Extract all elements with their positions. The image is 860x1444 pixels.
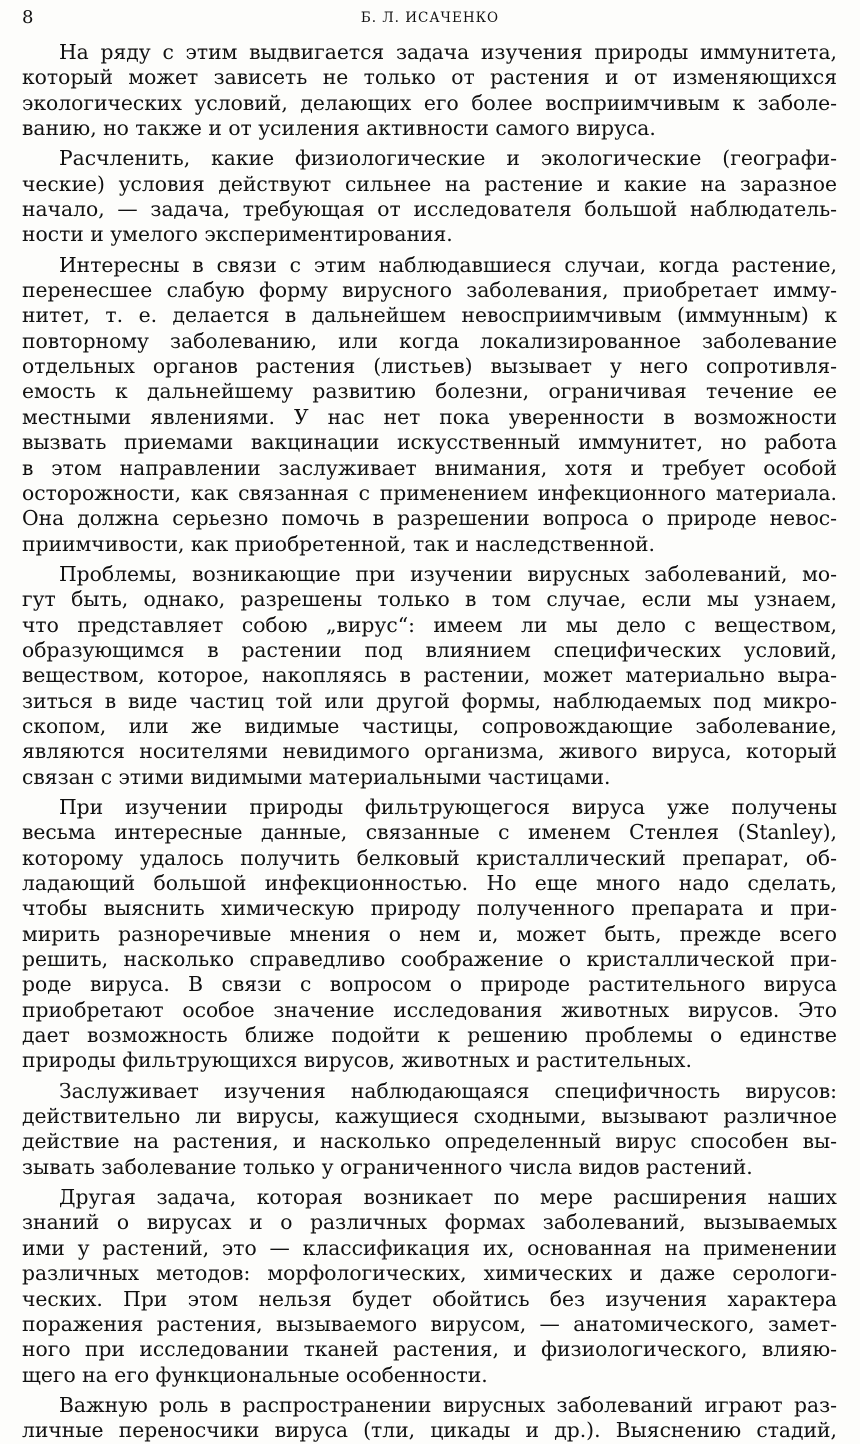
running-head: Б. Л. ИСАЧЕНКО bbox=[360, 10, 500, 26]
text-line: личные переносчики вируса (тли, цикады и др.). Выяснению стадий, bbox=[22, 1418, 837, 1443]
text-line: начало, — задача, требующая от исследователя большой наблюдатель- bbox=[22, 197, 837, 222]
text-line: что представляет собою „вирус“: имеем ли мы дело с веществом, bbox=[22, 612, 837, 637]
text-line: образующимся в растении под влиянием специфических условий, bbox=[22, 637, 837, 662]
text-line: природы фильтрующихся вирусов, животных и растительных. bbox=[22, 1048, 692, 1073]
text-line: При изучении природы фильтрующегося вируса уже получены bbox=[59, 794, 837, 819]
text-line: приимчивости, как приобретенной, так и наследственной. bbox=[22, 531, 655, 556]
text-line: поражения растения, вызываемого вирусом, — анатомического, замет- bbox=[22, 1311, 837, 1336]
text-line: ими у растений, это — классификация их, основанная на применении bbox=[22, 1235, 837, 1260]
text-line: Важную роль в распространении вирусных заболеваний играют раз- bbox=[59, 1392, 837, 1417]
text-line: ности и умелого экспериментирования. bbox=[22, 222, 453, 247]
page-number: 8 bbox=[22, 7, 34, 28]
text-line: который может зависеть не только от растения и от изменяющихся bbox=[22, 65, 837, 90]
page-header bbox=[22, 6, 838, 30]
paragraph bbox=[22, 1393, 837, 1444]
text-line: действительно ли вирусы, кажущиеся сходными, вызывают различное bbox=[22, 1104, 837, 1129]
text-line: Заслуживает изучения наблюдающаяся специфичность вирусов: bbox=[59, 1078, 837, 1103]
text-line: зывать заболевание только у ограниченного числа видов растений. bbox=[22, 1154, 753, 1179]
text-line: ного при исследовании тканей растения, и физиологического, влияю- bbox=[22, 1337, 837, 1362]
text-line: приобретают особое значение исследования животных вирусов. Это bbox=[22, 997, 837, 1022]
text-line: которому удалось получить белковый кристаллический препарат, об- bbox=[22, 845, 837, 870]
text-line: скопом, или же видимые частицы, сопровождающие заболевание, bbox=[22, 713, 837, 738]
body-text bbox=[22, 40, 837, 1444]
paragraph bbox=[22, 40, 837, 141]
text-line: зиться в виде частиц той или другой формы, наблюдаемых под микро- bbox=[22, 688, 837, 713]
paragraph bbox=[22, 795, 837, 1074]
paragraph bbox=[22, 146, 837, 247]
text-line: веществом, которое, накопляясь в растении, может материально выра- bbox=[22, 663, 837, 688]
text-line: в этом направлении заслуживает внимания, хотя и требует особой bbox=[22, 455, 837, 480]
text-line: отдельных органов растения (листьев) вызывает у него сопротивля- bbox=[22, 354, 837, 379]
text-line: повторному заболеванию, или когда локализированное заболевание bbox=[22, 328, 837, 353]
paragraph bbox=[22, 1185, 837, 1388]
text-line: связан с этими видимыми материальными частицами. bbox=[22, 764, 611, 789]
text-line: различных методов: морфологических, химических и даже серологи- bbox=[22, 1261, 837, 1286]
text-line: ческие) условия действуют сильнее на растение и какие на заразное bbox=[22, 171, 837, 196]
text-line: являются носителями невидимого организма, живого вируса, который bbox=[22, 739, 837, 764]
text-line: щего на его функциональные особенности. bbox=[22, 1362, 488, 1387]
text-line: роде вируса. В связи с вопросом о природе растительного вируса bbox=[22, 972, 837, 997]
text-line: Другая задача, которая возникает по мере расширения наших bbox=[59, 1185, 837, 1210]
text-line: ческих. При этом нельзя будет обойтись без изучения характера bbox=[22, 1286, 837, 1311]
text-line: перенесшее слабую форму вирусного заболевания, приобретает имму- bbox=[22, 278, 837, 303]
text-line: весьма интересные данные, связанные с именем Стенлея (Stanley), bbox=[22, 820, 837, 845]
text-line: Расчленить, какие физиологические и экологические (географи- bbox=[59, 146, 837, 171]
paragraph bbox=[22, 562, 837, 790]
text-line: вызвать приемами вакцинации искусственный иммунитет, но работа bbox=[22, 430, 837, 455]
text-line: На ряду с этим выдвигается задача изучения природы иммунитета, bbox=[59, 40, 837, 64]
text-line: нитет, т. е. делается в дальнейшем невосприимчивым (иммунным) к bbox=[22, 303, 837, 328]
text-line: чтобы выяснить химическую природу полученного препарата и при- bbox=[22, 896, 837, 921]
text-line: емость к дальнейшему развитию болезни, ограничивая течение ее bbox=[22, 379, 837, 404]
text-line: действие на растения, и насколько определенный вирус способен вы- bbox=[22, 1129, 837, 1154]
paragraph bbox=[22, 1079, 837, 1180]
paragraph bbox=[22, 253, 837, 557]
text-line: осторожности, как связанная с применением инфекционного материала. bbox=[22, 480, 837, 505]
text-line: мирить разноречивые мнения о нем и, может быть, прежде всего bbox=[22, 921, 837, 946]
text-line: Интересны в связи с этим наблюдавшиеся случаи, когда растение, bbox=[59, 252, 837, 277]
text-line: Она должна серьезно помочь в разрешении вопроса о природе невос- bbox=[22, 506, 837, 531]
text-line: знаний о вирусах и о различных формах заболеваний, вызываемых bbox=[22, 1210, 837, 1235]
text-line: гут быть, однако, разрешены только в том случае, если мы узнаем, bbox=[22, 587, 837, 612]
text-line: решить, насколько справедливо соображение о кристаллической при- bbox=[22, 947, 837, 972]
text-line: дает возможность ближе подойти к решению проблемы о единстве bbox=[22, 1023, 837, 1048]
text-line: ладающий большой инфекционностью. Но еще много надо сделать, bbox=[22, 871, 837, 895]
text-line: ванию, но также и от усиления активности самого вируса. bbox=[22, 116, 656, 141]
text-line: Проблемы, возникающие при изучении вирусных заболеваний, мо- bbox=[59, 561, 837, 586]
text-line: экологических условий, делающих его более восприимчивым к заболе- bbox=[22, 90, 837, 115]
text-line: местными явлениями. У нас нет пока уверенности в возможности bbox=[22, 404, 837, 429]
